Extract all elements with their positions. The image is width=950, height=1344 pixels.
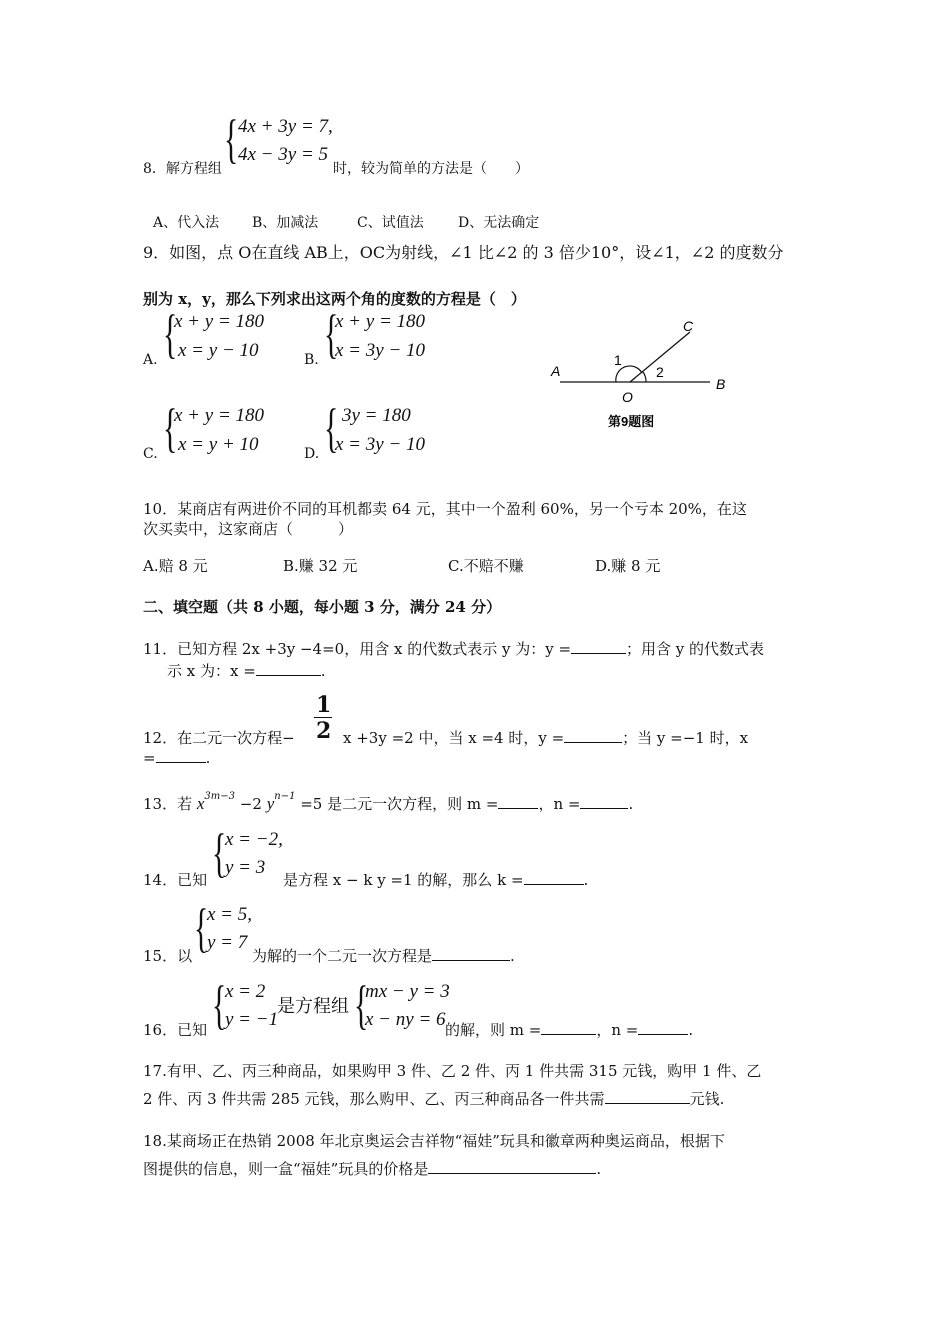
q12-blank-1[interactable] <box>564 742 622 743</box>
q16-rest: 的解，则 m = <box>445 1021 542 1039</box>
q9-b-label: B. <box>304 352 319 368</box>
point-c-label: C <box>683 318 694 334</box>
q9-text-line2: 别为 x，y，那么下列求出这两个角的度数的方程是（ ） <box>143 290 526 308</box>
q16-brace-2: { <box>354 975 369 1035</box>
q18-line2-text: 图提供的信息，则一盒“福娃”玩具的价格是 <box>143 1160 429 1178</box>
q9-c-label: C. <box>143 446 158 462</box>
q11-line1b-text: ；用含 y 的代数式表 <box>626 640 765 658</box>
q16-sys1: x = 2 <box>225 981 266 1002</box>
q15-line <box>252 945 515 966</box>
q12-line2-text: = <box>143 749 156 767</box>
q9-b-brace: { <box>324 304 339 364</box>
q11-end: . <box>320 662 326 680</box>
q13-n: ，n = <box>538 795 581 813</box>
q12-prefix: 12．在二元一次方程− <box>143 729 295 747</box>
q13-rest: =5 是二元一次方程，则 m = <box>300 795 499 813</box>
q15-sys1: x = 5, <box>207 904 253 925</box>
q14-sys1: x = −2, <box>225 829 283 850</box>
q15-brace: { <box>194 898 209 958</box>
q8-option-a: A、代入法 <box>153 215 220 231</box>
q14-rest: 是方程 x − k y =1 的解，那么 k = <box>283 871 524 889</box>
figure-caption: 第9题图 <box>608 414 655 429</box>
q11-line2 <box>167 660 326 681</box>
q12-line1 <box>343 727 748 748</box>
q16-sys2: y = −1 <box>225 1009 279 1030</box>
q9-text-line1: 9．如图，点 O在直线 AB上，OC为射线，∠1 比∠2 的 3 倍少10°，设∠1，∠2 的度数分 <box>143 243 784 262</box>
q8-brace: { <box>224 109 239 169</box>
q17-line2-text: 2 件、丙 3 件共需 285 元钱，那么购甲、乙、丙三种商品各一件共需 <box>143 1090 605 1108</box>
q13-line <box>143 793 633 814</box>
q12-mid2: ；当 y =−1 时，x <box>622 729 749 747</box>
q12-blank-2[interactable] <box>156 762 206 763</box>
q8-option-b: B、加减法 <box>252 215 319 231</box>
q15-blank[interactable] <box>432 960 510 961</box>
q9-c-eq1: x + y = 180 <box>174 405 265 426</box>
q17-end: 元钱. <box>689 1090 725 1108</box>
q16-sys3: mx − y = 3 <box>365 981 450 1002</box>
q10-option-d: D.赚 8 元 <box>595 557 661 575</box>
q13-y: y <box>266 794 275 813</box>
q16-brace-1: { <box>212 975 227 1035</box>
angle2-arc <box>643 372 646 382</box>
q13-prefix: 13．若 <box>143 795 193 813</box>
q10-text-line1: 10．某商店有两进价不同的耳机都卖 64 元，其中一个盈利 60%，另一个亏本 20%，在这 <box>143 500 747 518</box>
q17-blank[interactable] <box>605 1103 690 1104</box>
q9-d-eq1: 3y = 180 <box>342 405 411 426</box>
q12-frac-den: 2 <box>316 718 332 744</box>
q8-eq2: 4x − 3y = 5 <box>238 144 329 165</box>
q15-sys2: y = 7 <box>207 932 248 953</box>
q9-d-eq2: x = 3y − 10 <box>335 434 426 455</box>
q13-exp2: n−1 <box>274 791 296 802</box>
q18-line1: 18.某商场正在热销 2008 年北京奥运会吉祥物“福娃”玩具和徽章两种奥运商品，根据下 <box>143 1132 725 1150</box>
q16-sys4: x − ny = 6 <box>365 1009 446 1030</box>
q9-b-eq1: x + y = 180 <box>335 311 426 332</box>
q14-brace: { <box>212 823 227 883</box>
point-b-label: B <box>716 376 726 392</box>
q9-figure <box>540 315 740 435</box>
q13-blank-n[interactable] <box>580 808 628 809</box>
q13-exp1: 3m−3 <box>204 791 236 802</box>
q14-prefix: 14．已知 <box>143 871 208 889</box>
q15-prefix: 15．以 <box>143 947 193 965</box>
q8-option-d: D、无法确定 <box>458 215 540 231</box>
q15-end: . <box>510 947 515 965</box>
q12-frac-num: 1 <box>316 692 332 718</box>
q16-n: ，n = <box>596 1021 639 1039</box>
angle2-label: 2 <box>656 364 664 380</box>
q14-line <box>283 869 588 890</box>
q9-a-brace: { <box>163 304 178 364</box>
q16-blank-m[interactable] <box>541 1034 596 1035</box>
q16-line <box>445 1019 693 1040</box>
q8-option-c: C、试值法 <box>357 215 424 231</box>
q10-option-b: B.赚 32 元 <box>283 557 358 575</box>
q9-a-eq1: x + y = 180 <box>174 311 265 332</box>
q14-blank[interactable] <box>524 884 584 885</box>
q9-c-eq2: x = y + 10 <box>178 434 259 455</box>
q10-option-a: A.赔 8 元 <box>143 557 208 575</box>
q11-blank-2[interactable] <box>256 675 321 676</box>
q16-blank-n[interactable] <box>638 1034 688 1035</box>
q13-end: . <box>628 795 634 813</box>
q9-d-brace: { <box>324 398 339 458</box>
q13-x: x <box>196 794 205 813</box>
q10-option-c: C.不赔不赚 <box>448 557 524 575</box>
q15-rest: 为解的一个二元一次方程是 <box>252 947 433 965</box>
q11-line2-text: 示 x 为：x = <box>167 662 256 680</box>
angle1-arc <box>616 366 642 382</box>
q9-c-brace: { <box>163 398 178 458</box>
q13-minus: −2 <box>239 795 262 813</box>
q17-line1: 17.有甲、乙、丙三种商品，如果购甲 3 件、乙 2 件、丙 1 件共需 315 元钱，购甲 1 件、乙 <box>143 1062 762 1080</box>
q10-text-line2: 次买卖中，这家商店（ ） <box>143 520 354 538</box>
q12-mid: x +3y =2 中，当 x =4 时，y = <box>343 729 565 747</box>
q16-end: . <box>688 1021 694 1039</box>
q11-line1-text: 11．已知方程 2x +3y −4=0，用含 x 的代数式表示 y 为：y = <box>143 640 572 658</box>
q9-a-eq2: x = y − 10 <box>178 340 259 361</box>
q18-blank[interactable] <box>428 1173 596 1174</box>
q16-mid: 是方程组 <box>277 996 349 1016</box>
angle1-label: 1 <box>614 352 622 368</box>
q11-line1 <box>143 638 764 659</box>
point-o-label: O <box>622 389 633 405</box>
q8-prefix: 8．解方程组 <box>143 161 222 177</box>
q8-eq1: 4x + 3y = 7, <box>238 116 333 137</box>
q16-prefix: 16．已知 <box>143 1021 208 1039</box>
q18-end: . <box>596 1160 602 1178</box>
q9-b-eq2: x = 3y − 10 <box>335 340 426 361</box>
q13-blank-m[interactable] <box>498 808 538 809</box>
q8-suffix: 时，较为简单的方法是（ ） <box>333 161 529 177</box>
q9-d-label: D. <box>304 446 320 462</box>
q14-sys2: y = 3 <box>225 857 266 878</box>
q17-line2 <box>143 1088 724 1109</box>
q9-a-label: A. <box>143 352 158 368</box>
q12-line2 <box>143 749 210 767</box>
point-a-label: A <box>551 363 561 379</box>
q14-end: . <box>583 871 589 889</box>
q18-line2 <box>143 1158 601 1179</box>
q12-end: . <box>205 749 211 767</box>
section2-title: 二、填空题（共 8 小题，每小题 3 分，满分 24 分） <box>143 598 502 616</box>
q11-blank-1[interactable] <box>571 653 626 654</box>
